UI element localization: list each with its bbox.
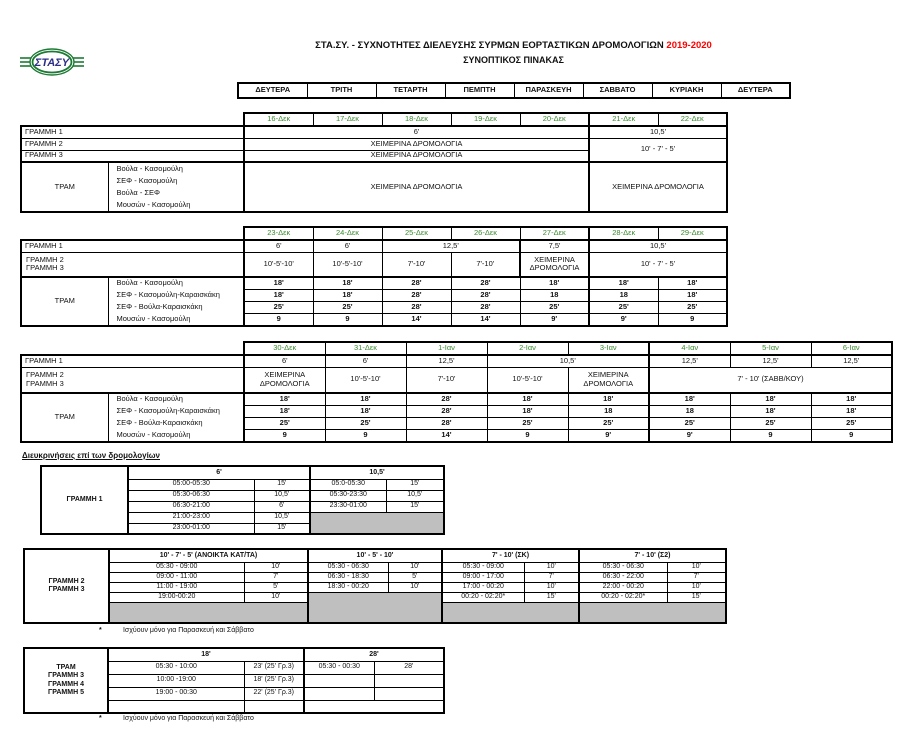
- headway-cell: 9: [658, 313, 727, 326]
- route-cell: ΣΕΦ - Βούλα-Καραισκάκη: [108, 301, 244, 313]
- time-cell: 21:00-23:00: [128, 512, 254, 523]
- tram-label: ΓΡΑΜΜΗ 3: [48, 672, 84, 680]
- headway-cell: 10,5': [254, 512, 310, 523]
- label-cell: ΓΡΑΜΜΗ 1: [41, 466, 128, 534]
- tram-label: ΓΡΑΜΜΗ 5: [48, 688, 84, 696]
- headway-cell: 28': [406, 417, 487, 429]
- line1-detail-table: [40, 465, 445, 535]
- value-cell: 6': [325, 355, 406, 367]
- day-cell: ΠΑΡΑΣΚΕΥΗ: [514, 83, 583, 98]
- empty-cell: [374, 687, 444, 700]
- headway-cell: 28': [406, 405, 487, 417]
- value-cell: 10,5': [589, 240, 727, 252]
- headway-cell: 15': [386, 479, 444, 490]
- time-cell: 00:20 - 02:20*: [579, 592, 667, 602]
- headway-cell: 9: [244, 429, 325, 442]
- time-cell: 05:30 - 10:00: [108, 661, 244, 674]
- gray-cell: [308, 592, 442, 623]
- value-cell: 12,5': [382, 240, 520, 252]
- value-cell: 7' - 10' (ΣΑΒΒ/ΚΟΥ): [649, 367, 892, 393]
- line-label: ΓΡΑΜΜΗ 2: [26, 370, 64, 380]
- day-cell: ΔΕΥΤΕΡΑ: [238, 83, 307, 98]
- page-title: [237, 40, 790, 51]
- headway-cell: 18': [244, 289, 313, 301]
- route-name: ΣΕΦ - Κασομούλη: [116, 176, 178, 185]
- day-cell: ΤΕΤΑΡΤΗ: [376, 83, 445, 98]
- headway-cell: 28': [382, 277, 451, 289]
- line23-detail-table: [23, 548, 727, 624]
- tram-detail-table: [23, 647, 445, 714]
- date-cell: 23-Δεκ: [244, 227, 313, 240]
- empty-cell: [304, 687, 374, 700]
- label-cell: ΓΡΑΜΜΗ 1: [21, 240, 244, 252]
- headway-cell: 18': [658, 289, 727, 301]
- headway-cell: 5': [244, 582, 308, 592]
- time-cell: 09:00 - 17:00: [442, 572, 524, 582]
- line-label: ΓΡΑΜΜΗ 3: [48, 586, 85, 593]
- headway-cell: 18': [589, 277, 658, 289]
- headway-cell: 10': [524, 562, 579, 572]
- footnote: [99, 627, 254, 634]
- group-header-cell: 28': [304, 648, 444, 661]
- svg-text:ΣΤΑΣΥ: ΣΤΑΣΥ: [34, 57, 70, 69]
- label-cell: ΤΡΑΜ: [21, 277, 108, 326]
- day-cell: ΣΑΒΒΑΤΟ: [583, 83, 652, 98]
- headway-cell: 14': [406, 429, 487, 442]
- gray-cell: [109, 602, 308, 623]
- value-cell: 10,5': [589, 126, 727, 138]
- date-cell: 30-Δεκ: [244, 342, 325, 355]
- label-cell: [21, 252, 244, 277]
- headway-cell: 18': [811, 393, 892, 405]
- headway-cell: 18': [487, 405, 568, 417]
- headway-cell: 28': [406, 393, 487, 405]
- headway-cell: 15': [524, 592, 579, 602]
- date-cell: 28-Δεκ: [589, 227, 658, 240]
- time-cell: 00:20 - 02:20*: [442, 592, 524, 602]
- headway-cell: 10': [244, 592, 308, 602]
- headway-cell: 25': [520, 301, 589, 313]
- headway-cell: 18': [730, 393, 811, 405]
- headway-cell: 18': [325, 393, 406, 405]
- page-subtitle: ΣΥΝΟΠΤΙΚΟΣ ΠΙΝΑΚΑΣ: [463, 55, 564, 65]
- line-label: ΓΡΑΜΜΗ 3: [26, 263, 64, 273]
- time-cell: 06:30-21:00: [128, 501, 254, 512]
- headway-cell: 9: [487, 429, 568, 442]
- headway-cell: 18': [649, 393, 730, 405]
- time-cell: 19:00 - 00:30: [108, 687, 244, 700]
- empty-cell: [374, 674, 444, 687]
- route-cell: Μουσών - Κασομούλη: [108, 313, 244, 326]
- value-cell: 10'-5'-10': [244, 252, 313, 277]
- footnote-text: Ισχύουν μόνο για Παρασκευή και Σάββατο: [122, 715, 254, 722]
- headway-cell: 9': [568, 429, 649, 442]
- headway-cell: 25': [730, 417, 811, 429]
- group-header-cell: 7' - 10' (ΣΚ): [442, 549, 579, 562]
- label-cell: [21, 367, 244, 393]
- week1-table: [20, 112, 728, 213]
- date-cell: 25-Δεκ: [382, 227, 451, 240]
- date-cell: 26-Δεκ: [451, 227, 520, 240]
- headway-cell: 18': [325, 405, 406, 417]
- footnote-star: *: [99, 627, 102, 634]
- value-cell: 10' - 7' - 5': [589, 252, 727, 277]
- empty-cell: [304, 674, 374, 687]
- headway-cell: 10,5': [386, 490, 444, 501]
- headway-cell: 9: [730, 429, 811, 442]
- value-cell: 6': [313, 240, 382, 252]
- group-header-cell: 18': [108, 648, 304, 661]
- label-cell: ΓΡΑΜΜΗ 3: [21, 150, 244, 162]
- headway-cell: 10': [388, 582, 442, 592]
- time-cell: 05:30 - 09:00: [109, 562, 244, 572]
- time-cell: 05:30 - 06:30: [579, 562, 667, 572]
- value-cell: 10,5': [487, 355, 649, 367]
- time-cell: 05:30-06:30: [128, 490, 254, 501]
- route-list-cell: [108, 162, 244, 212]
- headway-cell: 10,5': [254, 490, 310, 501]
- date-cell: 4-Ιαν: [649, 342, 730, 355]
- headway-cell: 28': [451, 301, 520, 313]
- headway-cell: 9': [589, 313, 658, 326]
- headway-cell: 18': [313, 289, 382, 301]
- headway-cell: 14': [382, 313, 451, 326]
- value-cell: 7,5': [520, 240, 589, 252]
- headway-cell: 15': [254, 523, 310, 534]
- corner-cell: [21, 113, 244, 126]
- route-name: Βούλα - ΣΕΦ: [116, 188, 161, 197]
- headway-cell: 18' (25' Γρ.3): [244, 674, 304, 687]
- headway-cell: 18': [487, 393, 568, 405]
- headway-cell: 25': [244, 417, 325, 429]
- date-cell: 22-Δεκ: [658, 113, 727, 126]
- date-cell: 3-Ιαν: [568, 342, 649, 355]
- page-title-year: 2019-2020: [666, 40, 712, 51]
- empty-cell: [108, 700, 244, 713]
- time-cell: 22:00 - 00:20: [579, 582, 667, 592]
- time-cell: 05:0-05:30: [310, 479, 386, 490]
- headway-cell: 18': [730, 405, 811, 417]
- headway-cell: 18': [244, 393, 325, 405]
- value-cell: ΧΕΙΜΕΡΙΝΑ ΔΡΟΜΟΛΟΓΙΑ: [244, 162, 589, 212]
- headway-cell: 23' (25' Γρ.3): [244, 661, 304, 674]
- headway-cell: 9: [244, 313, 313, 326]
- headway-cell: 5': [388, 572, 442, 582]
- date-cell: 19-Δεκ: [451, 113, 520, 126]
- time-cell: 23:30-01:00: [310, 501, 386, 512]
- headway-cell: 9': [520, 313, 589, 326]
- headway-cell: 18': [520, 277, 589, 289]
- line-label: ΓΡΑΜΜΗ 2: [48, 577, 85, 585]
- headway-cell: 25': [658, 301, 727, 313]
- headway-cell: 18': [568, 393, 649, 405]
- headway-cell: 9: [313, 313, 382, 326]
- time-cell: 11:00 - 19:00: [109, 582, 244, 592]
- headway-cell: 18': [658, 277, 727, 289]
- value-cell: 7'-10': [451, 252, 520, 277]
- footnote: [99, 715, 254, 722]
- time-cell: 19:00-00:20: [109, 592, 244, 602]
- headway-cell: 18': [244, 277, 313, 289]
- value-cell: ΧΕΙΜΕΡΙΝΑ ΔΡΟΜΟΛΟΓΙΑ: [568, 367, 649, 393]
- label-cell: ΓΡΑΜΜΗ 2: [21, 138, 244, 150]
- headway-cell: 25': [649, 417, 730, 429]
- stasy-logo-icon: [20, 44, 84, 80]
- headway-cell: 25': [589, 301, 658, 313]
- label-cell: ΤΡΑΜ: [21, 393, 108, 442]
- route-name: Βούλα - Κασομούλη: [116, 164, 183, 173]
- day-cell: ΔΕΥΤΕΡΑ: [721, 83, 790, 98]
- page-title-text: ΣΤΑ.ΣΥ. - ΣΥΧΝΟΤΗΤΕΣ ΔΙΕΛΕΥΣΗΣ ΣΥΡΜΩΝ ΕΟΡΤΑΣΤΙΚΩΝ ΔΡΟΜΟΛΟΓΙΩΝ: [315, 40, 664, 51]
- corner-cell: [21, 342, 244, 355]
- value-cell: ΧΕΙΜΕΡΙΝΑ ΔΡΟΜΟΛΟΓΙΑ: [520, 252, 589, 277]
- headway-cell: 9: [811, 429, 892, 442]
- value-cell: 12,5': [811, 355, 892, 367]
- headway-cell: 10': [388, 562, 442, 572]
- headway-cell: 7': [244, 572, 308, 582]
- week2-table: [20, 226, 728, 327]
- headway-cell: 25': [313, 301, 382, 313]
- route-cell: ΣΕΦ - Βούλα-Καραισκάκη: [108, 417, 244, 429]
- stasy-logo: [20, 44, 84, 85]
- value-cell: 12,5': [649, 355, 730, 367]
- value-cell: 10'-5'-10': [313, 252, 382, 277]
- date-cell: 6-Ιαν: [811, 342, 892, 355]
- headway-cell: 22' (25' Γρ.3): [244, 687, 304, 700]
- value-cell: 10'-5'-10': [487, 367, 568, 393]
- headway-cell: 10': [524, 582, 579, 592]
- weekday-header-table: [237, 82, 791, 99]
- gray-cell: [579, 602, 726, 623]
- label-cell: [24, 648, 108, 713]
- value-cell: 6': [244, 126, 589, 138]
- empty-cell: [244, 700, 304, 713]
- time-cell: 05:30 - 06:30: [308, 562, 388, 572]
- footnote-text: Ισχύουν μόνο για Παρασκευή και Σάββατο: [122, 627, 254, 634]
- time-cell: 06:30 - 18:30: [308, 572, 388, 582]
- group-header-cell: 7' - 10' (Σ2): [579, 549, 726, 562]
- tram-label: ΤΡΑΜ: [56, 664, 76, 672]
- week3-table: [20, 341, 893, 443]
- date-cell: 21-Δεκ: [589, 113, 658, 126]
- headway-cell: 15': [254, 479, 310, 490]
- date-cell: 2-Ιαν: [487, 342, 568, 355]
- group-header-cell: 10' - 5' - 10': [308, 549, 442, 562]
- date-cell: 31-Δεκ: [325, 342, 406, 355]
- headway-cell: 14': [451, 313, 520, 326]
- time-cell: 23:00-01:00: [128, 523, 254, 534]
- gray-cell: [310, 512, 444, 534]
- value-cell: ΧΕΙΜΕΡΙΝΑ ΔΡΟΜΟΛΟΓΙΑ: [244, 367, 325, 393]
- group-header-cell: 6': [128, 466, 310, 479]
- tram-label: ΓΡΑΜΜΗ 4: [48, 680, 84, 688]
- headway-cell: 9': [649, 429, 730, 442]
- date-cell: 18-Δεκ: [382, 113, 451, 126]
- group-header-cell: 10' - 7' - 5' (ΑΝΟΙΚΤΑ ΚΑΤ/ΤΑ): [109, 549, 308, 562]
- time-cell: 18:30 - 00:20: [308, 582, 388, 592]
- headway-cell: 28': [451, 277, 520, 289]
- line-label: ΓΡΑΜΜΗ 3: [26, 378, 64, 388]
- headway-cell: 28': [382, 289, 451, 301]
- time-cell: 05:30 - 09:00: [442, 562, 524, 572]
- route-cell: Βούλα - Κασομούλη: [108, 393, 244, 405]
- headway-cell: 18: [649, 405, 730, 417]
- headway-cell: 28': [382, 301, 451, 313]
- date-cell: 24-Δεκ: [313, 227, 382, 240]
- day-cell: ΠΕΜΠΤΗ: [445, 83, 514, 98]
- value-cell: 10'-5'-10': [325, 367, 406, 393]
- value-cell: 6': [244, 355, 325, 367]
- value-cell: ΧΕΙΜΕΡΙΝΑ ΔΡΟΜΟΛΟΓΙΑ: [589, 162, 727, 212]
- date-cell: 17-Δεκ: [313, 113, 382, 126]
- time-cell: 06:30 - 22:00: [579, 572, 667, 582]
- day-cell: ΚΥΡΙΑΚΗ: [652, 83, 721, 98]
- time-cell: 05:30 - 00:30: [304, 661, 374, 674]
- value-cell: 12,5': [406, 355, 487, 367]
- headway-cell: 15': [386, 501, 444, 512]
- value-cell: ΧΕΙΜΕΡΙΝΑ ΔΡΟΜΟΛΟΓΙΑ: [244, 150, 589, 162]
- headway-cell: 25': [568, 417, 649, 429]
- route-name: Μουσών - Κασομούλη: [116, 200, 191, 209]
- value-cell: 7'-10': [406, 367, 487, 393]
- headway-cell: 18': [313, 277, 382, 289]
- headway-cell: 10': [667, 562, 726, 572]
- headway-cell: 9: [325, 429, 406, 442]
- date-cell: 27-Δεκ: [520, 227, 589, 240]
- headway-cell: 18: [568, 405, 649, 417]
- value-cell: 7'-10': [382, 252, 451, 277]
- headway-cell: 10': [667, 582, 726, 592]
- headway-cell: 28': [451, 289, 520, 301]
- headway-cell: 7': [667, 572, 726, 582]
- time-cell: 10:00 -19:00: [108, 674, 244, 687]
- label-cell: [24, 549, 109, 623]
- headway-cell: 18': [811, 405, 892, 417]
- headway-cell: 25': [325, 417, 406, 429]
- headway-cell: 18: [520, 289, 589, 301]
- day-cell: ΤΡΙΤΗ: [307, 83, 376, 98]
- empty-cell: [304, 700, 444, 713]
- route-cell: ΣΕΦ - Κασομούλη-Καραισκάκη: [108, 405, 244, 417]
- headway-cell: 7': [524, 572, 579, 582]
- headway-cell: 25': [244, 301, 313, 313]
- headway-cell: 15': [667, 592, 726, 602]
- notes-heading: Διευκρινήσεις επί των δρομολογίων: [22, 451, 160, 460]
- time-cell: 05:00-05:30: [128, 479, 254, 490]
- value-cell: 12,5': [730, 355, 811, 367]
- route-cell: ΣΕΦ - Κασομούλη-Καραισκάκη: [108, 289, 244, 301]
- group-header-cell: 10,5': [310, 466, 444, 479]
- date-cell: 20-Δεκ: [520, 113, 589, 126]
- label-cell: ΓΡΑΜΜΗ 1: [21, 126, 244, 138]
- date-cell: 1-Ιαν: [406, 342, 487, 355]
- date-cell: 29-Δεκ: [658, 227, 727, 240]
- route-cell: Μουσών - Κασομούλη: [108, 429, 244, 442]
- route-cell: Βούλα - Κασομούλη: [108, 277, 244, 289]
- headway-cell: 25': [487, 417, 568, 429]
- footnote-star: *: [99, 715, 102, 722]
- corner-cell: [21, 227, 244, 240]
- headway-cell: 6': [254, 501, 310, 512]
- time-cell: 17:00 - 00:20: [442, 582, 524, 592]
- date-cell: 5-Ιαν: [730, 342, 811, 355]
- label-cell: ΤΡΑΜ: [21, 162, 108, 212]
- value-cell: 6': [244, 240, 313, 252]
- date-cell: 16-Δεκ: [244, 113, 313, 126]
- value-cell: ΧΕΙΜΕΡΙΝΑ ΔΡΟΜΟΛΟΓΙΑ: [244, 138, 589, 150]
- line-label: ΓΡΑΜΜΗ 2: [26, 254, 64, 264]
- value-cell: 10' - 7' - 5': [589, 138, 727, 162]
- headway-cell: 10': [244, 562, 308, 572]
- label-cell: ΓΡΑΜΜΗ 1: [21, 355, 244, 367]
- headway-cell: 28': [374, 661, 444, 674]
- time-cell: 09:00 - 11:00: [109, 572, 244, 582]
- headway-cell: 18: [589, 289, 658, 301]
- time-cell: 05:30-23:30: [310, 490, 386, 501]
- headway-cell: 25': [811, 417, 892, 429]
- gray-cell: [442, 602, 579, 623]
- headway-cell: 18': [244, 405, 325, 417]
